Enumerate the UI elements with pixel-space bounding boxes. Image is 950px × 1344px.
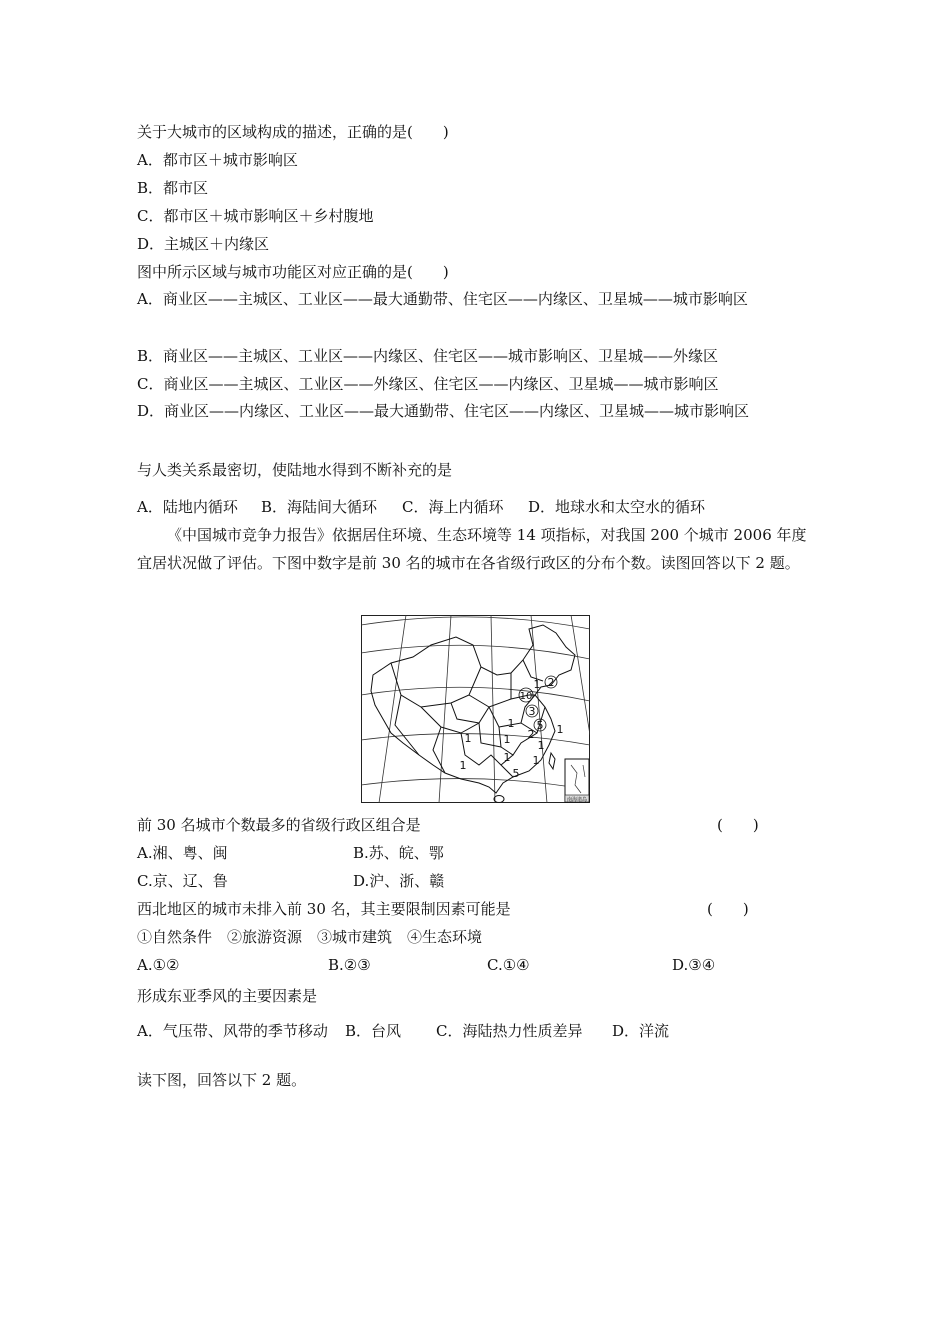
question-6-option-c: C．海陆热力性质差异 [436,1022,583,1040]
map-number-fujian: 1 [532,754,540,767]
map-number-shanghai: 1 [556,723,564,736]
question-2-option-b: B．商业区——主城区、工业区——内缘区、住宅区——城市影响区、卫星城——外缘区 [137,347,719,365]
question-5-answer-blank: ( ) [707,900,749,918]
question-4-option-d: D.沪、浙、赣 [353,872,445,890]
question-5-option-a: A.①② [137,956,180,974]
map-number-sichuan: 1 [464,732,472,745]
question-5-option-d: D.③④ [672,956,716,974]
next-figure-prompt: 读下图，回答以下 2 题。 [137,1071,307,1089]
question-2-option-c: C．商业区——主城区、工业区——外缘区、住宅区——内缘区、卫星城——城市影响区 [137,375,719,393]
map-number-guangdong: 5 [512,767,520,780]
question-1-stem: 关于大城市的区域构成的描述，正确的是( ) [137,123,449,141]
question-4-option-a: A.湘、粤、闽 [137,844,228,862]
question-6-option-a: A．气压带、风带的季节移动 [137,1022,328,1040]
question-3-stem: 与人类关系最密切，使陆地水得到不断补充的是 [137,461,453,479]
question-4-answer-blank: ( ) [717,816,759,834]
question-4-option-b: B.苏、皖、鄂 [353,844,444,862]
question-2-stem: 图中所示区域与城市功能区对应正确的是( ) [137,263,449,281]
question-2-option-d: D．商业区——内缘区、工业区——最大通勤带、住宅区——内缘区、卫星城——城市影响区 [137,402,750,420]
question-1-option-c: C．都市区＋城市影响区＋乡村腹地 [137,207,374,225]
question-2-option-a: A．商业区——主城区、工业区——最大通勤带、住宅区——内缘区、卫星城——城市影响区 [137,290,748,308]
question-1-option-b: B．都市区 [137,179,209,197]
china-map [361,615,590,803]
map-number-jiangsu-north: 3 [528,705,536,718]
map-number-anhui: 2 [527,728,535,741]
question-3-option-a: A．陆地内循环 [137,498,238,516]
question-4-option-c: C.京、辽、鲁 [137,872,228,890]
question-4-stem: 前 30 名城市个数最多的省级行政区组合是 [137,816,421,834]
map-number-guizhou: 1 [459,759,467,772]
inset-label: 南海诸岛 [566,797,588,803]
question-3-option-b: B．海陆间大循环 [261,498,378,516]
question-3-option-d: D．地球水和太空水的循环 [528,498,706,516]
map-number-shandong-area: 10 [519,691,533,702]
question-6-option-d: D．洋流 [612,1022,670,1040]
question-5-stem: 西北地区的城市未排入前 30 名，其主要限制因素可能是 [137,900,511,918]
map-number-beijing: 1 [533,678,541,691]
south-china-sea-inset [565,759,589,803]
question-6-stem: 形成东亚季风的主要因素是 [137,987,318,1005]
question-1-option-a: A．都市区＋城市影响区 [137,151,298,169]
question-5-option-c: C.①④ [487,956,530,974]
map-number-jiangsu: 5 [536,719,544,732]
question-1-option-d: D．主城区＋内缘区 [137,235,270,253]
intro-paragraph: 《中国城市竞争力报告》依据居住环境、生态环境等 14 项指标，对我国 200 个城市 2006 年度宜居状况做了评估。下图中数字是前 30 名的城市在各省级行政区的分布个数。读图回答以下 2 题。 [137,526,807,572]
question-5-factors: ①自然条件 ②旅游资源 ③城市建筑 ④生态环境 [137,928,483,946]
map-number-hubei: 1 [503,733,511,746]
map-number-henan: 1 [507,717,515,730]
map-number-zhejiang: 1 [537,739,545,752]
question-3-option-c: C．海上内循环 [402,498,504,516]
map-number-liaoning: 2 [547,676,555,689]
china-map-figure [361,615,590,803]
question-6-option-b: B．台风 [345,1022,402,1040]
map-number-hunan: 1 [503,751,511,764]
question-5-option-b: B.②③ [328,956,371,974]
